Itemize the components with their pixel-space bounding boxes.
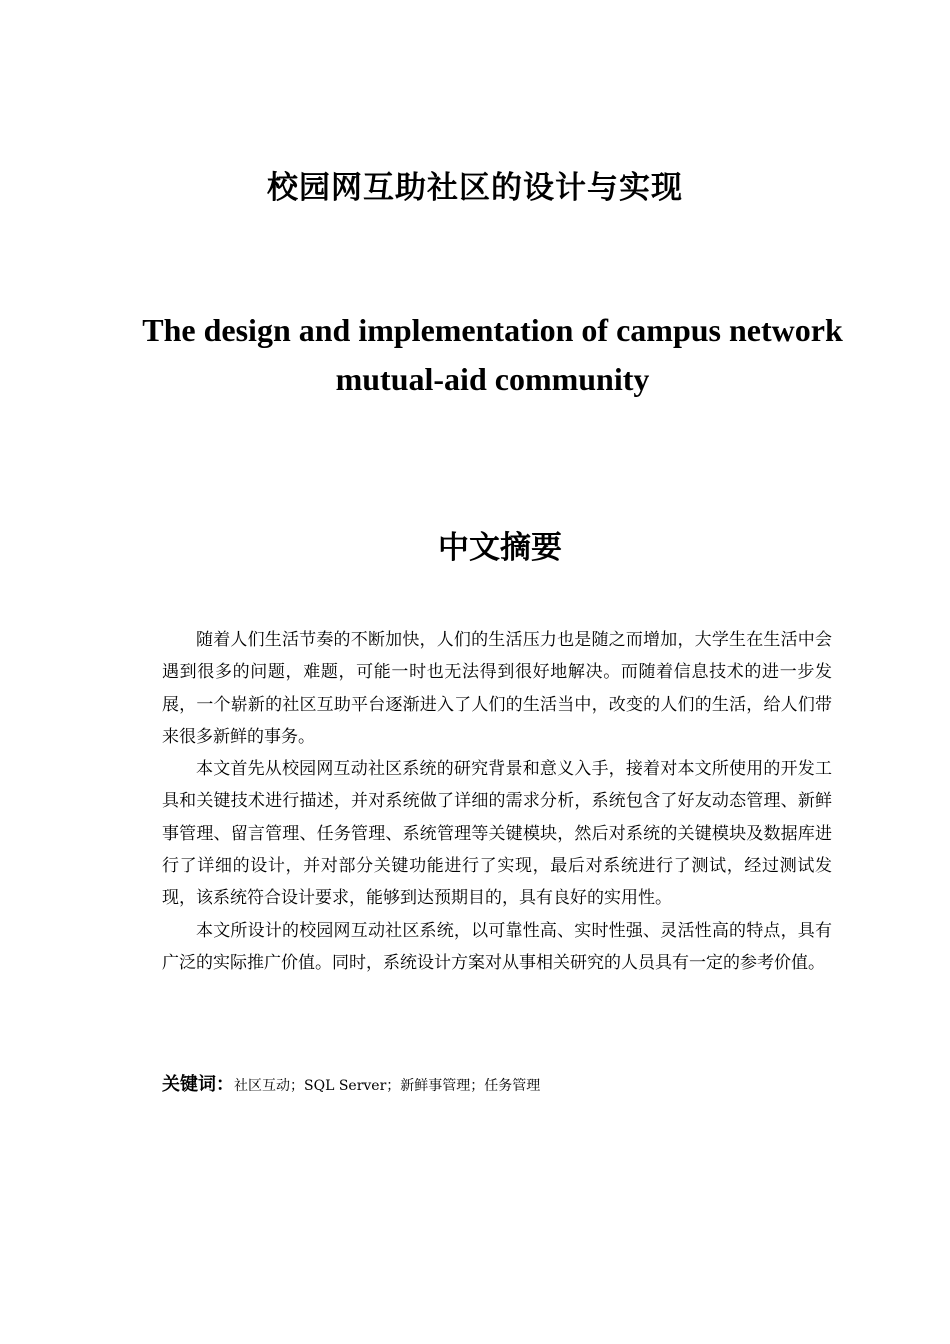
abstract-paragraph-3: 本文所设计的校园网互动社区系统，以可靠性高、实时性强、灵活性高的特点，具有广泛的实际推广价值。同时，系统设计方案对从事相关研究的人员具有一定的参考价值。 bbox=[162, 920, 832, 973]
abstract-body bbox=[162, 624, 832, 979]
keywords-label: 关键词： bbox=[162, 1074, 234, 1095]
keywords-line bbox=[162, 1070, 832, 1096]
abstract-heading: 中文摘要 bbox=[438, 530, 562, 566]
abstract-paragraph-2: 本文首先从校园网互动社区系统的研究背景和意义入手，接着对本文所使用的开发工具和关键技术进行描述，并对系统做了详细的需求分析，系统包含了好友动态管理、新鲜事管理、留言管理、任务管理、系统管理等关键模块，然后对系统的关键模块及数据库进行了详细的设计，并对部分关键功能进行了实现，最后对系统进行了测试，经过测试发现，该系统符合设计要求，能够到达预期目的，具有良好的实用性。 bbox=[162, 759, 832, 909]
chinese-title: 校园网互助社区的设计与实现 bbox=[267, 170, 683, 206]
keywords-values: 社区互动；SQL Server；新鲜事管理；任务管理 bbox=[234, 1078, 541, 1094]
english-title: The design and implementation of campus network mutual-aid community bbox=[142, 312, 843, 397]
abstract-paragraph-1: 随着人们生活节奏的不断加快，人们的生活压力也是随之而增加，大学生在生活中会遇到很多的问题，难题，可能一时也无法得到很好地解决。而随着信息技术的进一步发展，一个崭新的社区互助平台逐渐进入了人们的生活当中，改变的人们的生活，给人们带来很多新鲜的事务。 bbox=[162, 630, 832, 747]
